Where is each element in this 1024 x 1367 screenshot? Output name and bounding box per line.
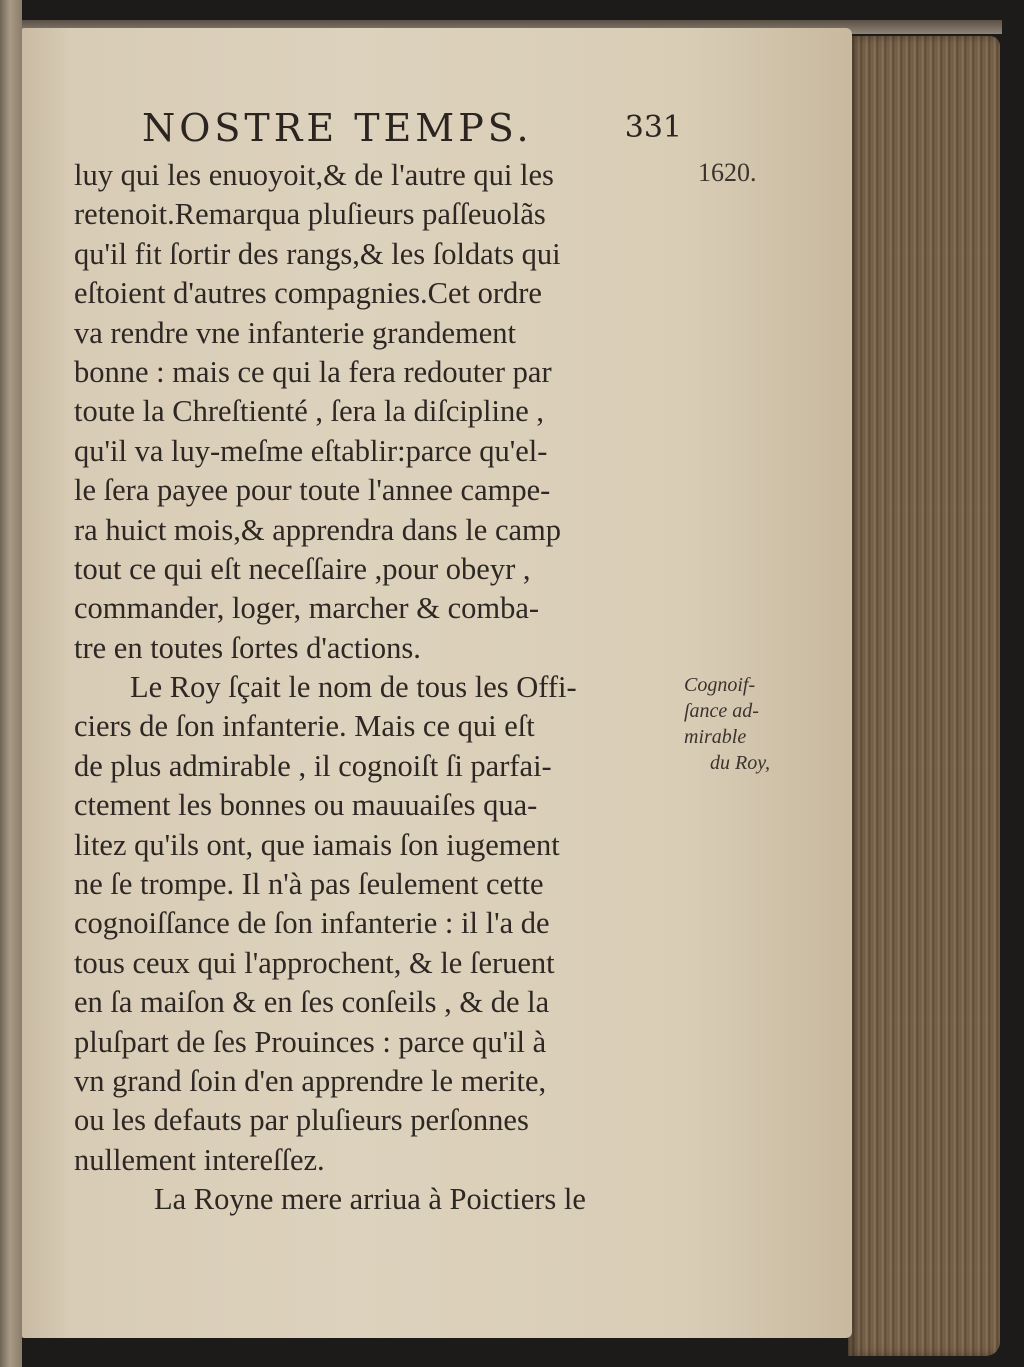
running-head: NOSTRE TEMPS. [142, 106, 533, 150]
page-header [142, 106, 682, 156]
page-edges [848, 36, 1000, 1356]
book-page [22, 28, 852, 1338]
text-line: en ſa maiſon & en ſes conſeils , & de la [74, 985, 550, 1020]
text-line: cognoiſſance de ſon infanterie : il l'a de [74, 906, 550, 941]
margin-year: 1620. [698, 158, 757, 187]
book-binding [0, 0, 22, 1367]
margin-note-line: ſance ad- [684, 700, 759, 722]
text-line: toute la Chreſtienté , ſera la diſcipline , [74, 394, 545, 429]
page-number: 331 [624, 110, 682, 145]
text-line: va rendre vne infanterie grandement [74, 315, 517, 350]
text-line: qu'il va luy-meſme eſtablir:parce qu'el- [74, 433, 548, 468]
text-line: nullement intereſſez. [74, 1142, 325, 1177]
text-line: luy qui les enuoyoit,& de l'autre qui les [74, 158, 554, 192]
text-line: tous ceux qui l'approchent, & le ſeruent [74, 945, 555, 980]
text-line: ctement les bonnes ou mauuaiſes qua- [74, 788, 538, 823]
text-line: retenoit.Remarqua pluſieurs paſſeuolãs [74, 197, 546, 232]
text-line: bonne : mais ce qui la fera redouter par [74, 354, 552, 389]
text-line: qu'il fit ſortir des rangs,& les ſoldats qui [74, 236, 561, 271]
text-line: litez qu'ils ont, que iamais ſon iugement [74, 827, 560, 862]
margin-note-line: du Roy, [710, 752, 770, 774]
paragraph-start-line: Le Roy ſçait le nom de tous les Offi- [130, 670, 577, 705]
text-line: le ſera payee pour toute l'annee campe- [74, 473, 551, 508]
text-line: eſtoient d'autres compagnies.Cet ordre [74, 276, 542, 311]
paragraph-start-line: La Royne mere arriua à Poictiers le [154, 1182, 586, 1217]
text-line: de plus admirable , il cognoiſt ſi parfai- [74, 748, 552, 783]
text-line: tre en toutes ſortes d'actions. [74, 630, 421, 665]
text-line: commander, loger, marcher & comba- [74, 591, 540, 626]
text-line: ne ſe trompe. Il n'à pas ſeulement cette [74, 867, 544, 902]
text-line: ou les defauts par pluſieurs perſonnes [74, 1103, 529, 1138]
body-text [74, 156, 704, 1220]
margin-note-line: Cognoif- [684, 674, 756, 696]
text-line: vn grand ſoin d'en apprendre le merite, [74, 1063, 547, 1098]
text-line: ra huict mois,& apprendra dans le camp [74, 512, 561, 547]
text-line: ciers de ſon infanterie. Mais ce qui eſt [74, 709, 535, 744]
text-line: tout ce qui eſt neceſſaire ,pour obeyr , [74, 551, 531, 586]
margin-note-line: mirable [684, 726, 747, 748]
text-line: pluſpart de ſes Prouinces : parce qu'il à [74, 1024, 547, 1059]
